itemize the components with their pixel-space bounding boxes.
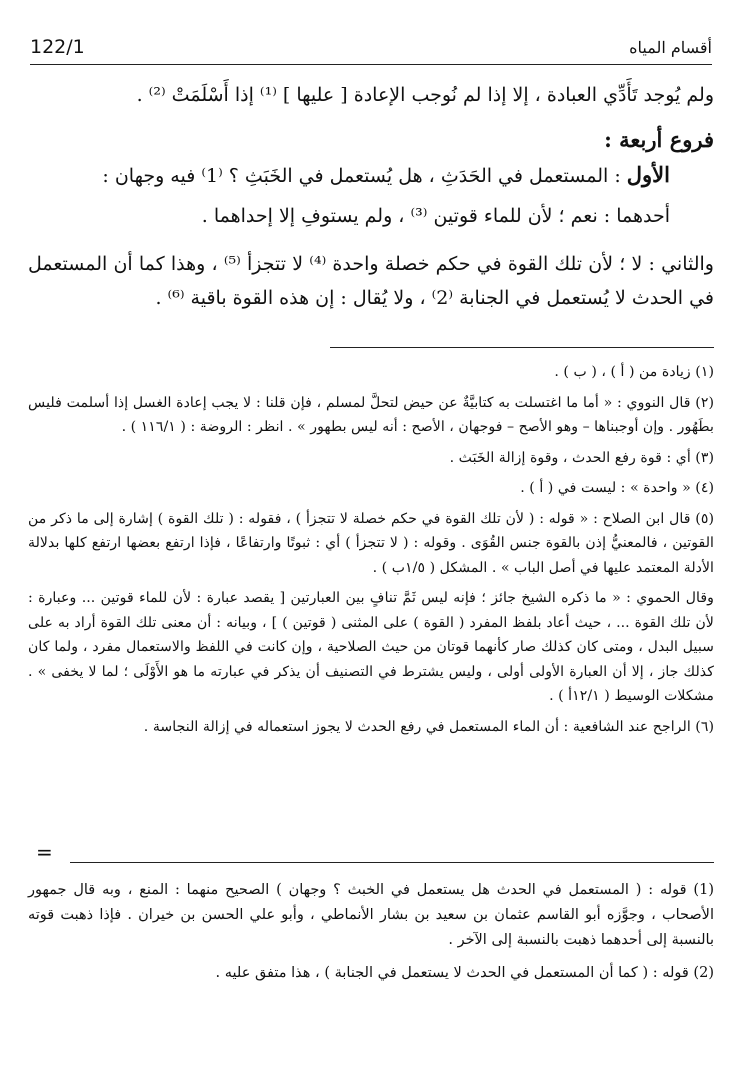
footnotes (28, 360, 714, 745)
footnote-divider (330, 347, 714, 348)
footnote: (٦) الراجح عند الشافعية : أن الماء المستعمل في رفع الحدث لا يجوز استعماله في إزالة النجاسة . (143, 718, 714, 735)
page-header (30, 34, 712, 65)
footnote: (٤) « واحدة » : ليست في ( أ ) . (520, 480, 714, 496)
section-heading: فروع أربعة : (604, 127, 714, 152)
commentary-note: (2) قوله : ( كما أن المستعمل في الحدث لا يستعمل في الجنابة ) ، هذا متفق عليه . (215, 965, 714, 981)
first-view-paragraph: أحدهما : نعم ؛ لأن للماء قوتين ⁽³⁾ ، ولم يستوفِ إلا إحداهما . (201, 205, 670, 227)
main-text (28, 78, 714, 315)
opening-line: ولم يُوجد تَأَدِّي العبادة ، إلا إذا لم نُوجب الإعادة [ عليها ] ⁽¹⁾ إذا أَسْلَمَتْ ⁽²⁾ . (136, 84, 714, 106)
footnote: (٢) قال النووي : « أما ما اغتسلت به كتابيَّةٌ عن حيض لتحلَّ لمسلم ، فإن قلنا : لا يجب إعادة الغسل إذا أسلمت فليس بطَهُور . وإن أوجبناها – وهو الأصح – فوجهان ، الأصح : أنه ليس بطهور » . انظر : الروضة : ( ١١٦/١ ) . (28, 394, 714, 435)
first-branch (28, 158, 714, 193)
continuation-mark: = (36, 840, 53, 864)
footnote-continuation: وقال الحموي : « ما ذكره الشيخ جائز ؛ فإنه ليس ثَمَّ تنافٍ بين العبارتين [ يقصد عبارة : لأن للماء قوتين ... وعبارة : لأن تلك القوة ... ، حيث أعاد بلفظ المفرد ( القوة ) على المثنى ( قوتين ) ] ، وبيانه : أن معنى تلك القوة أراد به على سبيل البدل ، ومتى كان كذلك صار كأنهما قوتان من حيث الصلاحية ، وإن كانت في اللفظ والاستعمال مفرد ، ولما كان كذلك جاز ، إلا أن العبارة الأولى أولى ، وليس يشترط في التصنيف أن يذكر في عبارته ما هو الأَوْلَى ؛ لما لا يخفى » . مشكلات الوسيط ( ١٢/١أ ) . (28, 590, 714, 704)
first-branch-text: : المستعمل في الحَدَثِ ، هل يُستعمل في الخَبَثِ ؟ ⁽1⁾ فيه وجهان : (102, 165, 621, 187)
footnote: (١) زيادة من ( أ ) ، ( ب ) . (554, 364, 714, 380)
page-number: 122/1 (30, 36, 85, 58)
footnote: (٥) قال ابن الصلاح : « قوله : ( لأن تلك القوة في حكم خصلة لا تتجزأ ) ، فقوله : ( تلك القوة ) إشارة إلى ما ذكر من القوتين ، فالمعنيُّ إذن بالقوة جنس القُوَى . وقوله : ( لا تتجزأ ) أي : ثبوتًا وارتفاعًا ، فإذا ارتفع بعضها ارتفع كلها بدلالة الأدلة المعتمد عليها في أصل الباب » . المشكل ( ١/٥ب ) . (28, 510, 714, 576)
footnote: (٣) أي : قوة رفع الحدث ، وقوة إزالة الخَبَث . (449, 449, 714, 466)
second-view-paragraph: والثاني : لا ؛ لأن تلك القوة في حكم خصلة واحدة ⁽⁴⁾ لا تتجزأ ⁽⁵⁾ ، وهذا كما أن المستعمل في الحدث لا يُستعمل في الجنابة ⁽2⁾ ، ولا يُقال : إن هذه القوة باقية ⁽⁶⁾ . (28, 253, 714, 309)
commentary-note: (1) قوله : ( المستعمل في الحدث هل يستعمل في الخبث ؟ وجهان ) الصحيح منهما : المنع ، وبه قال جمهور الأصحاب ، وجوَّزه أبو القاسم عثمان بن سعيد بن بشار الأنماطي ، وأبو علي الحسن بن خيران . فإذا ذهبت قوته بالنسبة إلى أحدهما ذهبت بالنسبة إلى الآخر . (28, 882, 714, 948)
commentary-divider (70, 862, 714, 863)
first-branch-lead: الأول (626, 162, 670, 187)
running-title: أقسام المياه (629, 38, 712, 57)
commentary-notes (28, 878, 714, 994)
